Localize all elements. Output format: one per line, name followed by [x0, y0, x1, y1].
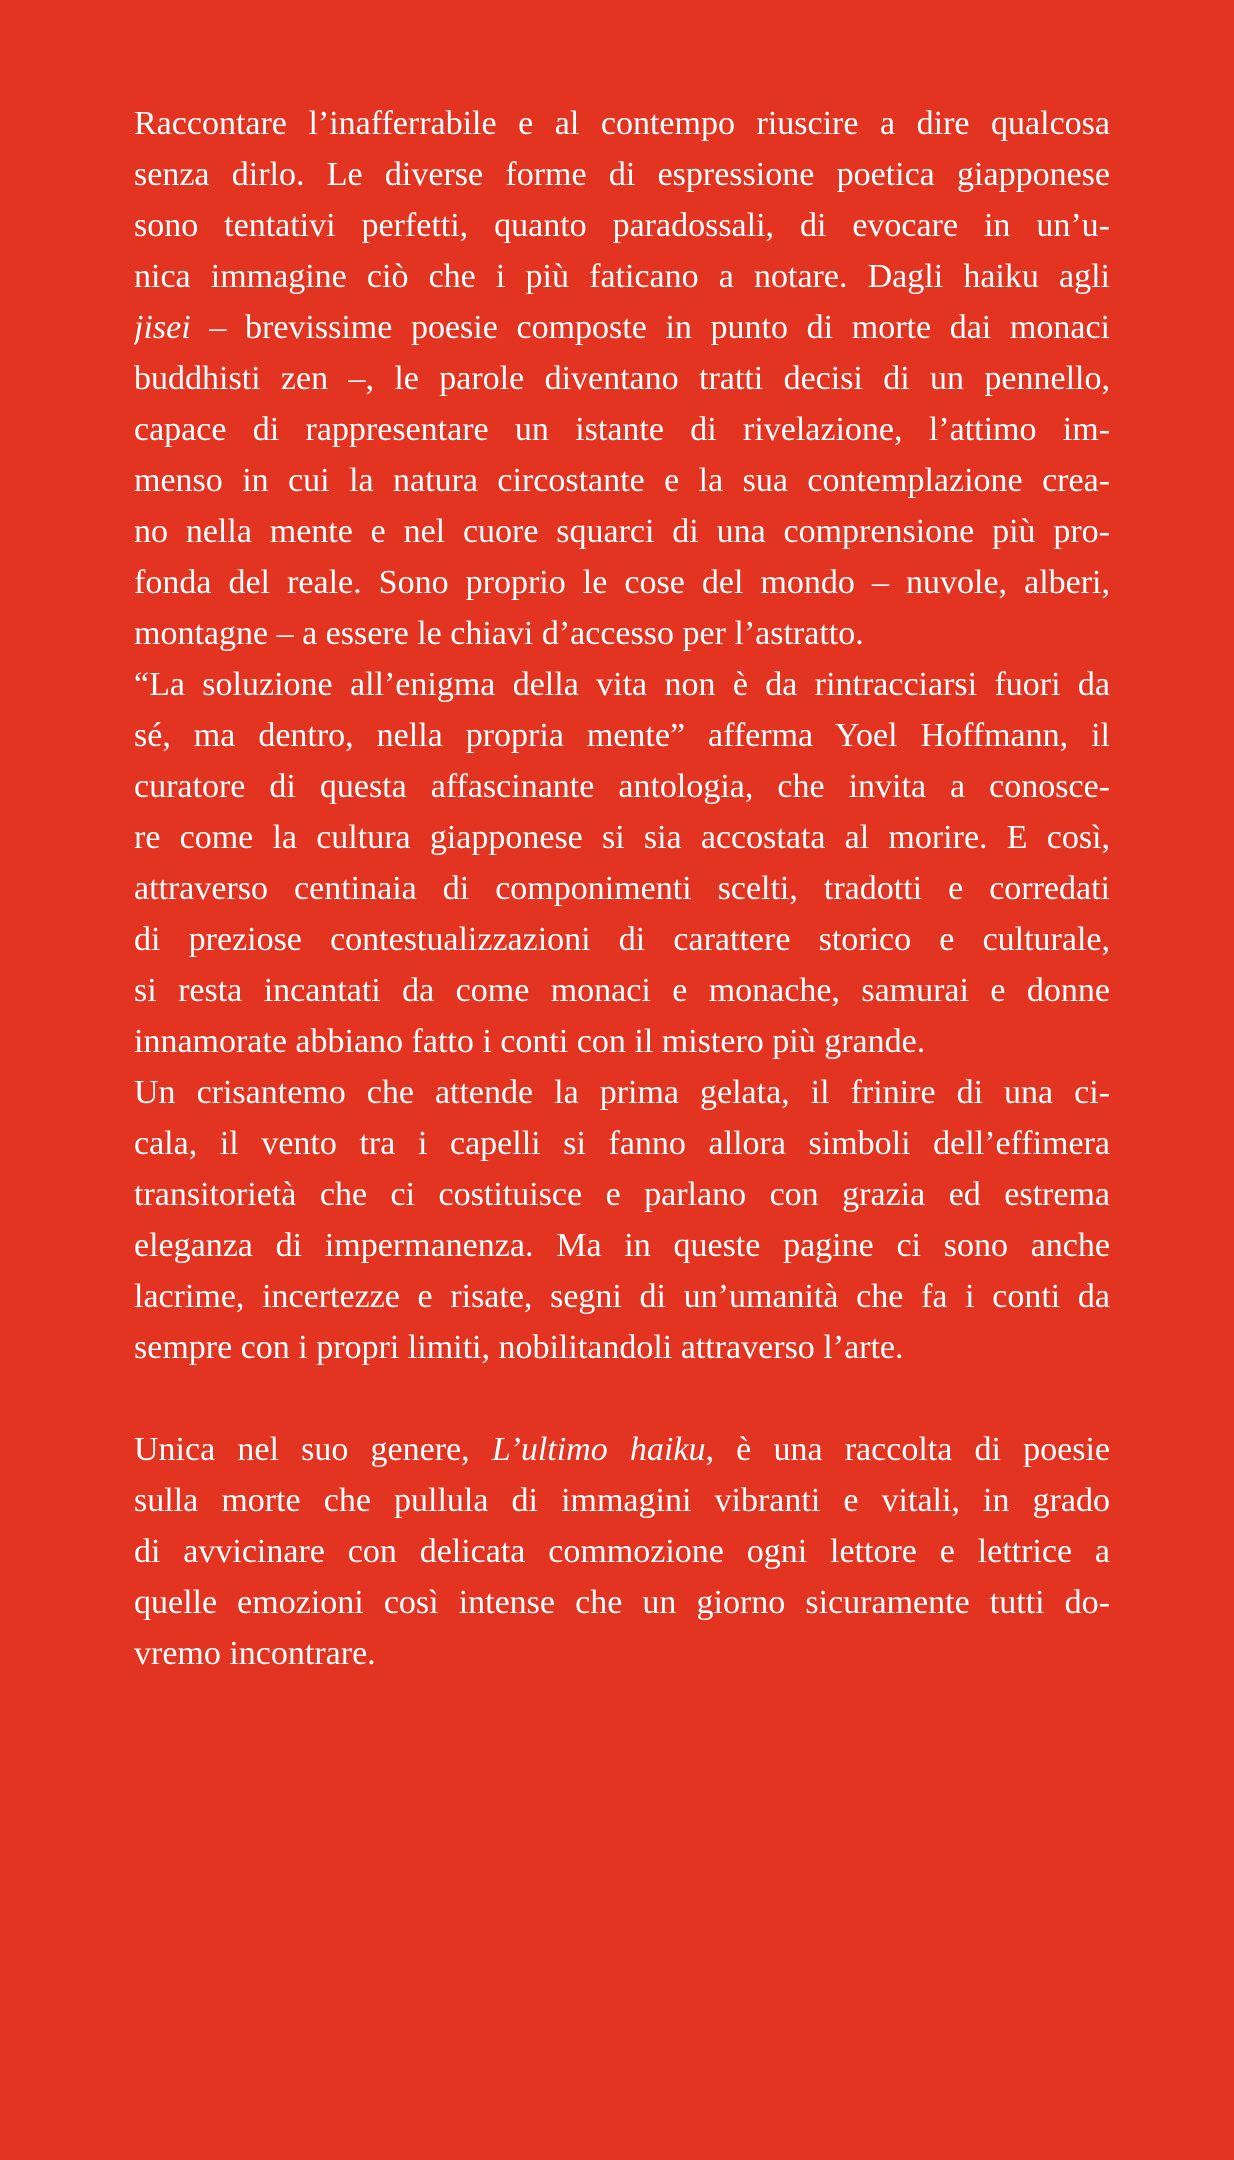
- text-line: attraverso centinaia di componimenti scelti, tradotti e corredati: [134, 870, 1110, 907]
- text-line: “La soluzione all’enigma della vita non è da rintracciarsi fuori da: [134, 666, 1110, 703]
- text-line: di avvicinare con delicata commozione ogni lettore e lettrice a: [134, 1533, 1110, 1570]
- text-line: re come la cultura giapponese si sia accostata al morire. E così,: [134, 819, 1110, 856]
- text-fragment: – brevissime poesie composte in punto di morte dai monaci: [190, 309, 1110, 346]
- text-line: cala, il vento tra i capelli si fanno allora simboli dell’effimera: [134, 1125, 1110, 1162]
- text-line: capace di rappresentare un istante di rivelazione, l’attimo im-: [134, 411, 1110, 448]
- text-line: Un crisantemo che attende la prima gelata, il frinire di una ci-: [134, 1074, 1110, 1111]
- text-line: senza dirlo. Le diverse forme di espressione poetica giapponese: [134, 156, 1110, 193]
- text-line: fonda del reale. Sono proprio le cose del mondo – nuvole, alberi,: [134, 564, 1110, 601]
- text-line: di preziose contestualizzazioni di carattere storico e culturale,: [134, 921, 1110, 958]
- paragraph-2: [134, 659, 1110, 1067]
- blurb-text: [134, 98, 1110, 1679]
- text-line: no nella mente e nel cuore squarci di una comprensione più pro-: [134, 513, 1110, 550]
- text-line: sono tentativi perfetti, quanto paradossali, di evocare in un’u-: [134, 207, 1110, 244]
- text-fragment: , è una raccolta di poesie: [705, 1431, 1110, 1468]
- paragraph-spacer: [134, 1373, 1110, 1424]
- text-line: sé, ma dentro, nella propria mente” afferma Yoel Hoffmann, il: [134, 717, 1110, 754]
- text-line: vremo incontrare.: [134, 1635, 376, 1672]
- text-line: menso in cui la natura circostante e la sua contemplazione crea-: [134, 462, 1110, 499]
- italic-book-title: L’ultimo haiku: [491, 1431, 706, 1468]
- text-line: quelle emozioni così intense che un giorno sicuramente tutti do-: [134, 1584, 1110, 1621]
- text-line: transitorietà che ci costituisce e parlano con grazia ed estrema: [134, 1176, 1110, 1213]
- text-line: eleganza di impermanenza. Ma in queste pagine ci sono anche: [134, 1227, 1110, 1264]
- paragraph-4: [134, 1424, 1110, 1679]
- text-fragment: Unica nel suo genere,: [134, 1431, 492, 1468]
- text-line: [134, 302, 1110, 353]
- paragraph-3: [134, 1067, 1110, 1373]
- text-line: curatore di questa affascinante antologia, che invita a conosce-: [134, 768, 1110, 805]
- text-line: si resta incantati da come monaci e monache, samurai e donne: [134, 972, 1110, 1009]
- text-line: buddhisti zen –, le parole diventano tratti decisi di un pennello,: [134, 360, 1110, 397]
- italic-term-jisei: jisei: [134, 309, 191, 346]
- text-line: sulla morte che pullula di immagini vibranti e vitali, in grado: [134, 1482, 1110, 1519]
- text-line: sempre con i propri limiti, nobilitandoli attraverso l’arte.: [134, 1329, 904, 1366]
- text-line: montagne – a essere le chiavi d’accesso per l’astratto.: [134, 615, 864, 652]
- paragraph-1: [134, 98, 1110, 659]
- text-line: lacrime, incertezze e risate, segni di un’umanità che fa i conti da: [134, 1278, 1110, 1315]
- text-line: [134, 1424, 1110, 1475]
- text-line: nica immagine ciò che i più faticano a notare. Dagli haiku agli: [134, 258, 1110, 295]
- text-line: Raccontare l’inafferrabile e al contempo riuscire a dire qualcosa: [134, 105, 1110, 142]
- text-line: innamorate abbiano fatto i conti con il mistero più grande.: [134, 1023, 926, 1060]
